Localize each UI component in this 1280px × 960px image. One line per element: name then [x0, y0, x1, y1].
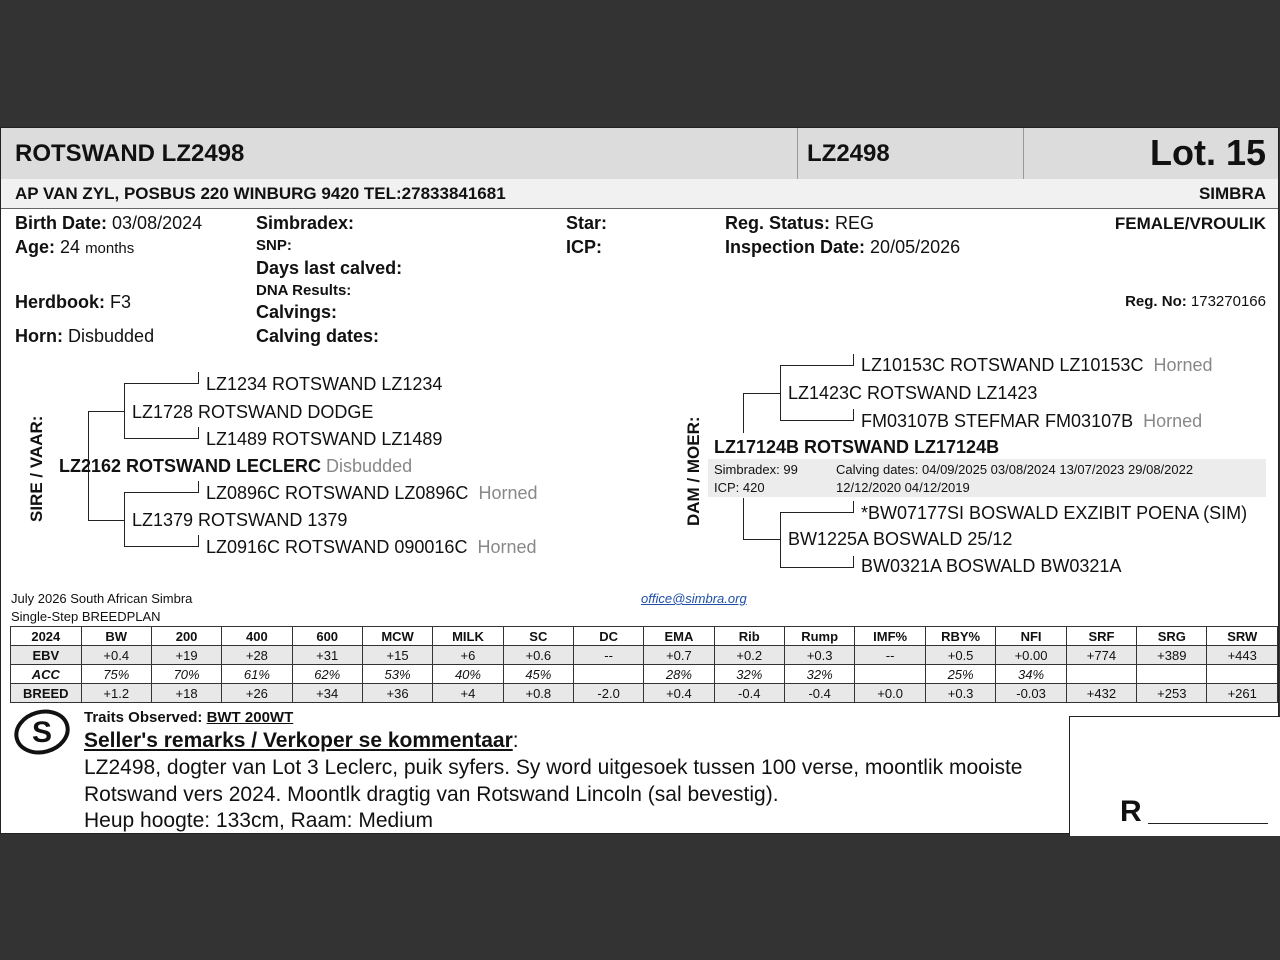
- dam-calving-dates-cont: 12/12/2020 04/12/2019: [836, 480, 970, 495]
- owner-bar: [1, 179, 1278, 209]
- table-header-row: [11, 627, 1278, 646]
- table-header-cell: RBY%: [925, 627, 996, 646]
- sire-tree-line: [198, 481, 199, 493]
- table-cell: 25%: [925, 665, 996, 684]
- sire-dam-dam: LZ0916C ROTSWAND 090016C Horned: [206, 537, 537, 557]
- snp-label: SNP:: [256, 237, 292, 254]
- breedplan-subtitle: Single-Step BREEDPLAN: [11, 609, 161, 624]
- breedplan-title: July 2026 South African Simbra: [11, 591, 193, 606]
- dam-tree-line: [780, 365, 781, 421]
- svg-text:S: S: [31, 716, 53, 749]
- table-cell: 34%: [996, 665, 1066, 684]
- table-header-cell: NFI: [996, 627, 1066, 646]
- sire-sire-dam: LZ1489 ROTSWAND LZ1489: [206, 429, 443, 449]
- sire-dam-sire: LZ0896C ROTSWAND LZ0896C Horned: [206, 483, 538, 503]
- remarks-line-2: Rotswand vers 2024. Moontlk dragtig van Rotswand Lincoln (sal bevestig).: [84, 783, 779, 806]
- dam-side-label: DAM / MOER:: [684, 416, 703, 526]
- animal-name: ROTSWAND LZ2498: [15, 140, 245, 167]
- divider: [1023, 128, 1024, 179]
- table-cell: 32%: [714, 665, 784, 684]
- table-cell: +0.7: [644, 646, 714, 665]
- days-last-calved-label: Days last calved:: [256, 258, 403, 278]
- table-header-cell: SRW: [1207, 627, 1278, 646]
- dam-sire: LZ1423C ROTSWAND LZ1423: [788, 383, 1038, 403]
- dam-tree-line: [853, 556, 854, 568]
- divider: [797, 128, 798, 179]
- table-cell: 32%: [784, 665, 854, 684]
- table-cell: +261: [1207, 684, 1278, 703]
- table-cell: --: [573, 646, 643, 665]
- table-cell: +432: [1066, 684, 1136, 703]
- table-cell: [855, 665, 925, 684]
- price-box: [1069, 716, 1280, 836]
- reg-number: Reg. No: 173270166: [1125, 293, 1266, 310]
- table-header-cell: 2024: [11, 627, 82, 646]
- table-cell: 40%: [433, 665, 503, 684]
- table-row-ebv: [11, 646, 1278, 665]
- dam-tree-line: [780, 365, 854, 366]
- table-cell: --: [855, 646, 925, 665]
- table-cell: +253: [1137, 684, 1207, 703]
- table-cell: +31: [292, 646, 362, 665]
- table-cell: +0.2: [714, 646, 784, 665]
- table-header-cell: IMF%: [855, 627, 925, 646]
- sire-tree-line: [198, 372, 199, 384]
- dam-dam: BW1225A BOSWALD 25/12: [788, 529, 1013, 549]
- table-cell: +19: [151, 646, 221, 665]
- table-header-cell: SRG: [1137, 627, 1207, 646]
- table-row-breed: [11, 684, 1278, 703]
- email-link[interactable]: office@simbra.org: [641, 591, 747, 606]
- table-cell: +15: [362, 646, 432, 665]
- sex-label: FEMALE/VROULIK: [1114, 214, 1266, 233]
- dam-dam-dam: BW0321A BOSWALD BW0321A: [861, 556, 1122, 576]
- table-header-cell: BW: [81, 627, 151, 646]
- breed-label: SIMBRA: [1198, 184, 1266, 203]
- dam-tree-line: [780, 567, 854, 568]
- icp-label: ICP:: [566, 237, 602, 257]
- dam-simbradex: Simbradex: 99: [714, 462, 798, 477]
- table-cell: 53%: [362, 665, 432, 684]
- dam-dam-sire: *BW07177SI BOSWALD EXZIBIT POENA (SIM): [861, 503, 1248, 523]
- sire-tree-line: [88, 520, 124, 521]
- sire-tree-line: [124, 383, 125, 439]
- table-header-cell: DC: [573, 627, 643, 646]
- table-cell: +0.8: [503, 684, 573, 703]
- inspection-date: Inspection Date: 20/05/2026: [725, 237, 961, 257]
- table-cell: 75%: [81, 665, 151, 684]
- table-cell: [1066, 665, 1136, 684]
- table-cell: 62%: [292, 665, 362, 684]
- dam-tree-line: [780, 512, 854, 513]
- table-cell: +34: [292, 684, 362, 703]
- table-cell: +0.00: [996, 646, 1066, 665]
- dam: LZ17124B ROTSWAND LZ17124B: [714, 437, 1000, 457]
- table-cell: +0.6: [503, 646, 573, 665]
- table-cell: -2.0: [573, 684, 643, 703]
- dam-sire-sire: LZ10153C ROTSWAND LZ10153C Horned: [861, 355, 1213, 375]
- calving-dates-label: Calving dates:: [256, 326, 380, 346]
- table-cell: +0.0: [855, 684, 925, 703]
- reg-status: Reg. Status: REG: [725, 213, 875, 233]
- table-cell: +26: [222, 684, 292, 703]
- lot-number: Lot. 15: [1149, 132, 1266, 173]
- remarks-heading: Seller's remarks / Verkoper se kommentaar:: [84, 729, 519, 752]
- dam-tree-line: [743, 498, 744, 540]
- table-cell: +443: [1207, 646, 1278, 665]
- table-header-cell: 600: [292, 627, 362, 646]
- sire-dam: LZ1379 ROTSWAND 1379: [132, 510, 348, 530]
- table-cell: +4: [433, 684, 503, 703]
- dam-sire-dam: FM03107B STEFMAR FM03107B Horned: [861, 411, 1203, 431]
- table-cell: +6: [433, 646, 503, 665]
- table-cell: [1137, 665, 1207, 684]
- birth-date: Birth Date: 03/08/2024: [15, 213, 203, 233]
- table-cell: 45%: [503, 665, 573, 684]
- table-cell: -0.03: [996, 684, 1066, 703]
- table-cell: ACC: [11, 665, 82, 684]
- table-cell: 61%: [222, 665, 292, 684]
- table-cell: 70%: [151, 665, 221, 684]
- table-header-cell: SRF: [1066, 627, 1136, 646]
- table-header-cell: MCW: [362, 627, 432, 646]
- dam-tree-line: [743, 393, 744, 433]
- sire-side-label: SIRE / VAAR:: [27, 415, 46, 522]
- lot-card: [0, 127, 1279, 834]
- table-cell: [1207, 665, 1278, 684]
- table-cell: +0.4: [644, 684, 714, 703]
- price-input-line[interactable]: [1148, 823, 1268, 824]
- table-header-cell: 400: [222, 627, 292, 646]
- dna-results-label: DNA Results:: [256, 282, 352, 299]
- table-cell: [573, 665, 643, 684]
- table-header-cell: MILK: [433, 627, 503, 646]
- sire-tree-line: [124, 438, 199, 439]
- table-header-cell: EMA: [644, 627, 714, 646]
- table-cell: +28: [222, 646, 292, 665]
- remarks-line-1: LZ2498, dogter van Lot 3 Leclerc, puik syfers. Sy word uitgesoek tussen 100 verse, moontlik mooiste: [84, 756, 1023, 779]
- sire-tree-line: [124, 546, 199, 547]
- table-cell: +36: [362, 684, 432, 703]
- table-header-cell: Rump: [784, 627, 854, 646]
- table-cell: +1.2: [81, 684, 151, 703]
- table-header-cell: Rib: [714, 627, 784, 646]
- dam-tree-line: [853, 354, 854, 366]
- age: Age: 24 months: [15, 237, 135, 257]
- sire-tree-line: [198, 535, 199, 547]
- table-header-cell: 200: [151, 627, 221, 646]
- sire-tree-line: [124, 492, 125, 547]
- dam-tree-line: [743, 393, 780, 394]
- table-cell: +774: [1066, 646, 1136, 665]
- dam-tree-line: [780, 512, 781, 568]
- table-cell: -0.4: [714, 684, 784, 703]
- table-cell: 28%: [644, 665, 714, 684]
- table-cell: BREED: [11, 684, 82, 703]
- calvings-label: Calvings:: [256, 302, 338, 322]
- sire-sire-sire: LZ1234 ROTSWAND LZ1234: [206, 374, 443, 394]
- table-header-cell: SC: [503, 627, 573, 646]
- table-cell: EBV: [11, 646, 82, 665]
- table-cell: +389: [1137, 646, 1207, 665]
- simbradex-label: Simbradex:: [256, 213, 355, 233]
- simbra-logo-icon: [13, 706, 71, 756]
- table-cell: +18: [151, 684, 221, 703]
- herdbook: Herdbook: F3: [15, 292, 132, 312]
- animal-id: LZ2498: [807, 140, 890, 167]
- owner-info: AP VAN ZYL, POSBUS 220 WINBURG 9420 TEL:27833841681: [15, 184, 506, 203]
- table-cell: -0.4: [784, 684, 854, 703]
- dam-icp: ICP: 420: [714, 480, 765, 495]
- dam-tree-line: [780, 420, 854, 421]
- table-cell: +0.3: [784, 646, 854, 665]
- table-cell: +0.3: [925, 684, 996, 703]
- star-label: Star:: [566, 213, 608, 233]
- dam-tree-line: [743, 539, 780, 540]
- dam-tree-line: [853, 501, 854, 513]
- table-cell: +0.5: [925, 646, 996, 665]
- sire-sire: LZ1728 ROTSWAND DODGE: [132, 402, 374, 422]
- dam-calving-dates: Calving dates: 04/09/2025 03/08/2024 13/07/2023 29/08/2022: [836, 462, 1194, 477]
- sire-tree-line: [88, 411, 124, 412]
- sire: LZ2162 ROTSWAND LECLERC Disbudded: [59, 456, 413, 476]
- remarks-line-3: Heup hoogte: 133cm, Raam: Medium: [84, 809, 434, 832]
- title-bar: [1, 128, 1278, 180]
- ebv-table: [10, 626, 1278, 703]
- sire-tree-line: [124, 383, 199, 384]
- dam-tree-line: [853, 409, 854, 421]
- r-label: R: [1120, 795, 1142, 828]
- sire-tree-line: [198, 427, 199, 439]
- horn-status: Horn: Disbudded: [15, 326, 155, 346]
- traits-observed: Traits Observed: BWT 200WT: [84, 709, 294, 726]
- table-row-acc: [11, 665, 1278, 684]
- sire-tree-line: [124, 492, 199, 493]
- table-cell: +0.4: [81, 646, 151, 665]
